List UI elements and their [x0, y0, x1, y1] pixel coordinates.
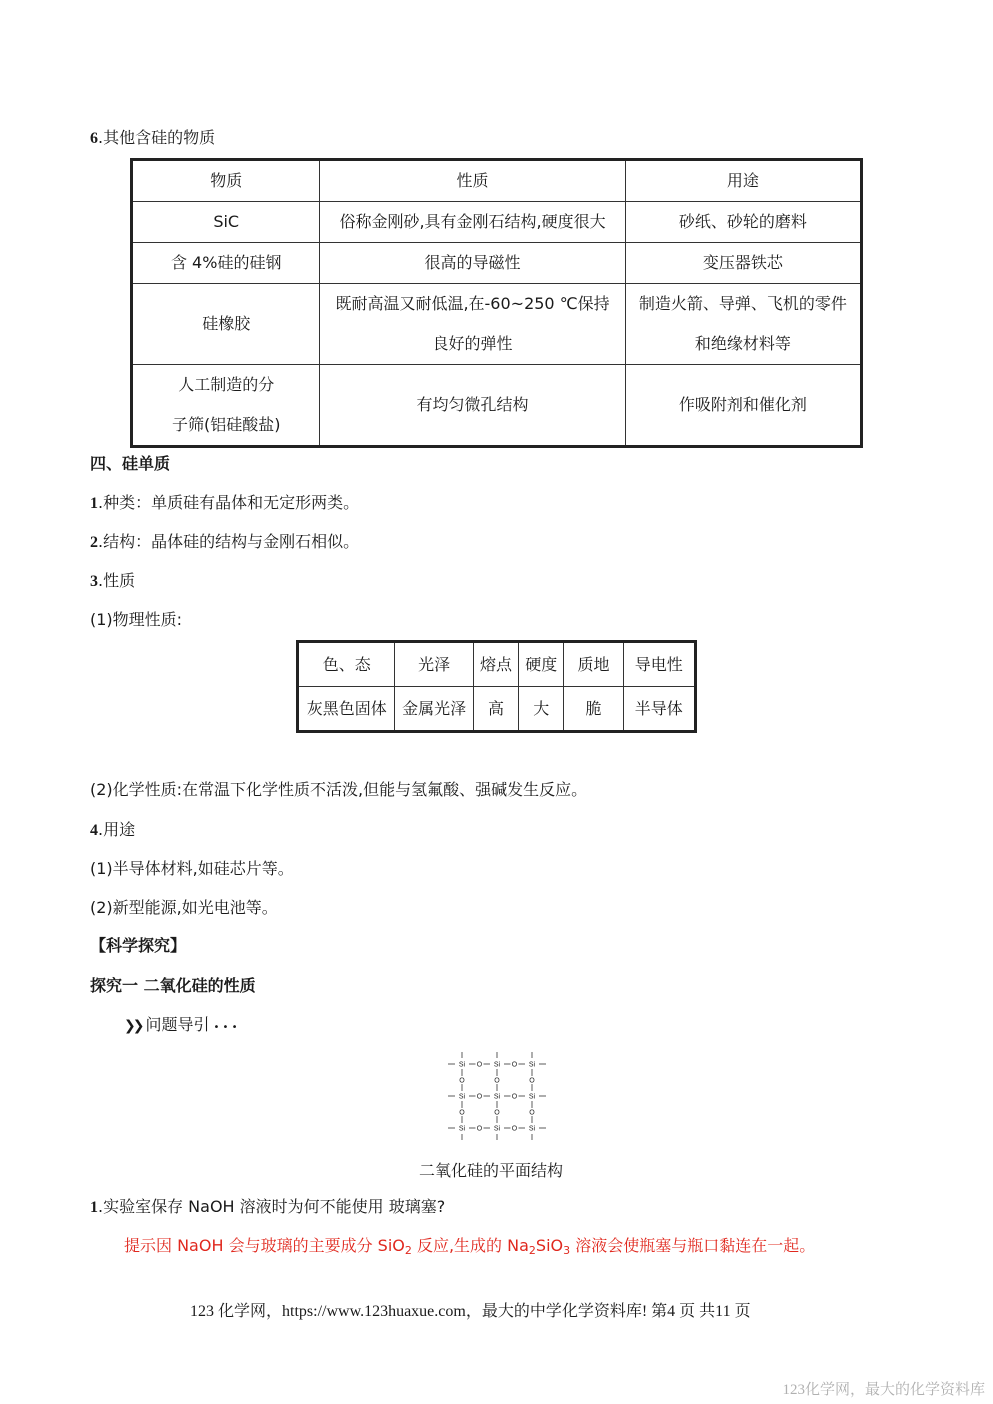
si-atom: Si	[493, 1093, 501, 1101]
si-atom: Si	[458, 1061, 466, 1069]
subscript: 2	[528, 1244, 536, 1257]
cell-line: 良好的弹性	[432, 334, 513, 353]
cell-property: 俗称金刚砂,具有金刚石结构,硬度很大	[320, 202, 625, 243]
question-text: .实验室保存 NaOH 溶液时为何不能使用 玻璃塞?	[98, 1197, 446, 1216]
answer-hint	[124, 1236, 815, 1261]
cell-substance: 硅橡胶	[132, 284, 320, 365]
table-row	[298, 687, 696, 732]
figure-caption: 二氧化硅的平面结构	[419, 1161, 564, 1180]
watermark: 123化学网，最大的化学资料库	[782, 1382, 985, 1398]
header-texture: 质地	[564, 642, 623, 687]
cell-use	[625, 284, 861, 365]
item-3	[90, 571, 135, 592]
item-4	[90, 820, 135, 841]
item-2	[90, 532, 359, 553]
item-text: .性质	[98, 571, 136, 590]
header-melting-point: 熔点	[473, 642, 518, 687]
cell-use: 作吸附剂和催化剂	[625, 365, 861, 447]
cell-property	[320, 284, 625, 365]
si-atom: Si	[493, 1061, 501, 1069]
si-atom: Si	[458, 1093, 466, 1101]
cell-value: 半导体	[623, 687, 695, 732]
cell-value: 高	[473, 687, 518, 732]
cell-line: 人工制造的分	[178, 375, 275, 394]
page-footer: 123 化学网，https://www.123huaxue.com，最大的中学化学资料库! 第4 页 共11 页	[190, 1303, 751, 1320]
table-row	[132, 284, 862, 365]
double-chevron-icon: ❯❯	[124, 1018, 142, 1034]
o-atom: O	[511, 1093, 518, 1101]
o-atom: O	[494, 1077, 500, 1085]
section-title: .其他含硅的物质	[98, 128, 216, 147]
silicon-substances-table	[130, 158, 863, 448]
header-hardness: 硬度	[519, 642, 564, 687]
header-substance: 物质	[132, 160, 320, 202]
header-use: 用途	[625, 160, 861, 202]
table-row	[132, 365, 862, 447]
item-text: .种类：单质硅有晶体和无定形两类。	[98, 493, 360, 512]
cell-value: 大	[519, 687, 564, 732]
section-number: 6	[90, 130, 98, 147]
cell-value: 灰黑色固体	[298, 687, 395, 732]
o-atom: O	[511, 1061, 518, 1069]
question-guide	[124, 1015, 238, 1038]
cell-line: 制造火箭、导弹、飞机的零件	[638, 294, 847, 313]
table-header-row	[132, 160, 862, 202]
si-atom: Si	[493, 1125, 501, 1133]
o-atom: O	[476, 1061, 483, 1069]
section-6-heading	[90, 128, 215, 149]
header-luster: 光泽	[395, 642, 473, 687]
science-explore-heading: 【科学探究】	[90, 936, 187, 955]
cell-value: 金属光泽	[395, 687, 473, 732]
header-conductivity: 导电性	[623, 642, 695, 687]
cell-value: 脆	[564, 687, 623, 732]
hint-text: 溶液会使瓶塞与瓶口黏连在一起。	[570, 1236, 816, 1255]
cell-property: 有均匀微孔结构	[320, 365, 625, 447]
table-row	[132, 243, 862, 284]
cell-line: 和绝缘材料等	[694, 334, 791, 353]
hint-text: SiO	[535, 1236, 564, 1255]
table-header-row	[298, 642, 696, 687]
cell-use: 变压器铁芯	[625, 243, 861, 284]
use-1: (1)半导体材料,如硅芯片等。	[90, 859, 294, 878]
o-atom: O	[511, 1125, 518, 1133]
item-number: 2	[90, 534, 98, 551]
use-2: (2)新型能源,如光电池等。	[90, 898, 278, 917]
header-property: 性质	[320, 160, 625, 202]
o-atom: O	[476, 1093, 483, 1101]
o-atom: O	[459, 1077, 465, 1085]
o-atom: O	[476, 1125, 483, 1133]
item-text: .结构：晶体硅的结构与金刚石相似。	[98, 532, 360, 551]
item-1	[90, 493, 359, 514]
si-atom: Si	[528, 1093, 536, 1101]
cell-property: 很高的导磁性	[320, 243, 625, 284]
hint-text: 提示因 NaOH 会与玻璃的主要成分 SiO	[124, 1236, 405, 1255]
header-color-state: 色、态	[298, 642, 395, 687]
item-text: .用途	[98, 820, 136, 839]
si-atom: Si	[528, 1125, 536, 1133]
item-number: 1	[90, 495, 98, 512]
question-1	[90, 1197, 445, 1218]
question-number: 1	[90, 1199, 98, 1216]
cell-substance: 含 4%硅的硅钢	[132, 243, 320, 284]
si-atom: Si	[458, 1125, 466, 1133]
item-number: 4	[90, 822, 98, 839]
item-number: 3	[90, 573, 98, 590]
cell-line: 既耐高温又耐低温,在-60~250 ℃保持	[335, 294, 610, 313]
cell-substance	[132, 365, 320, 447]
chemical-properties: (2)化学性质:在常温下化学性质不活泼,但能与氢氟酸、强碱发生反应。	[90, 780, 588, 799]
table-row	[132, 202, 862, 243]
cell-use: 砂纸、砂轮的磨料	[625, 202, 861, 243]
guide-label: 问题导引	[145, 1015, 210, 1034]
subscript: 3	[563, 1244, 571, 1257]
o-atom: O	[494, 1109, 500, 1117]
subscript: 2	[404, 1244, 412, 1257]
guide-dots: • • •	[213, 1022, 238, 1033]
cell-substance: SiC	[132, 202, 320, 243]
explore-1-title: 探究一 二氧化硅的性质	[90, 976, 256, 995]
hint-text: 反应,生成的 Na	[411, 1236, 529, 1255]
section-4-heading: 四、硅单质	[90, 454, 171, 473]
cell-line: 子筛(铝硅酸盐)	[171, 415, 281, 434]
physical-properties-label: (1)物理性质:	[90, 610, 183, 629]
sio2-structure-diagram	[440, 1048, 550, 1143]
o-atom: O	[459, 1109, 465, 1117]
physical-properties-table	[296, 640, 697, 733]
o-atom: O	[529, 1077, 535, 1085]
si-atom: Si	[528, 1061, 536, 1069]
o-atom: O	[529, 1109, 535, 1117]
